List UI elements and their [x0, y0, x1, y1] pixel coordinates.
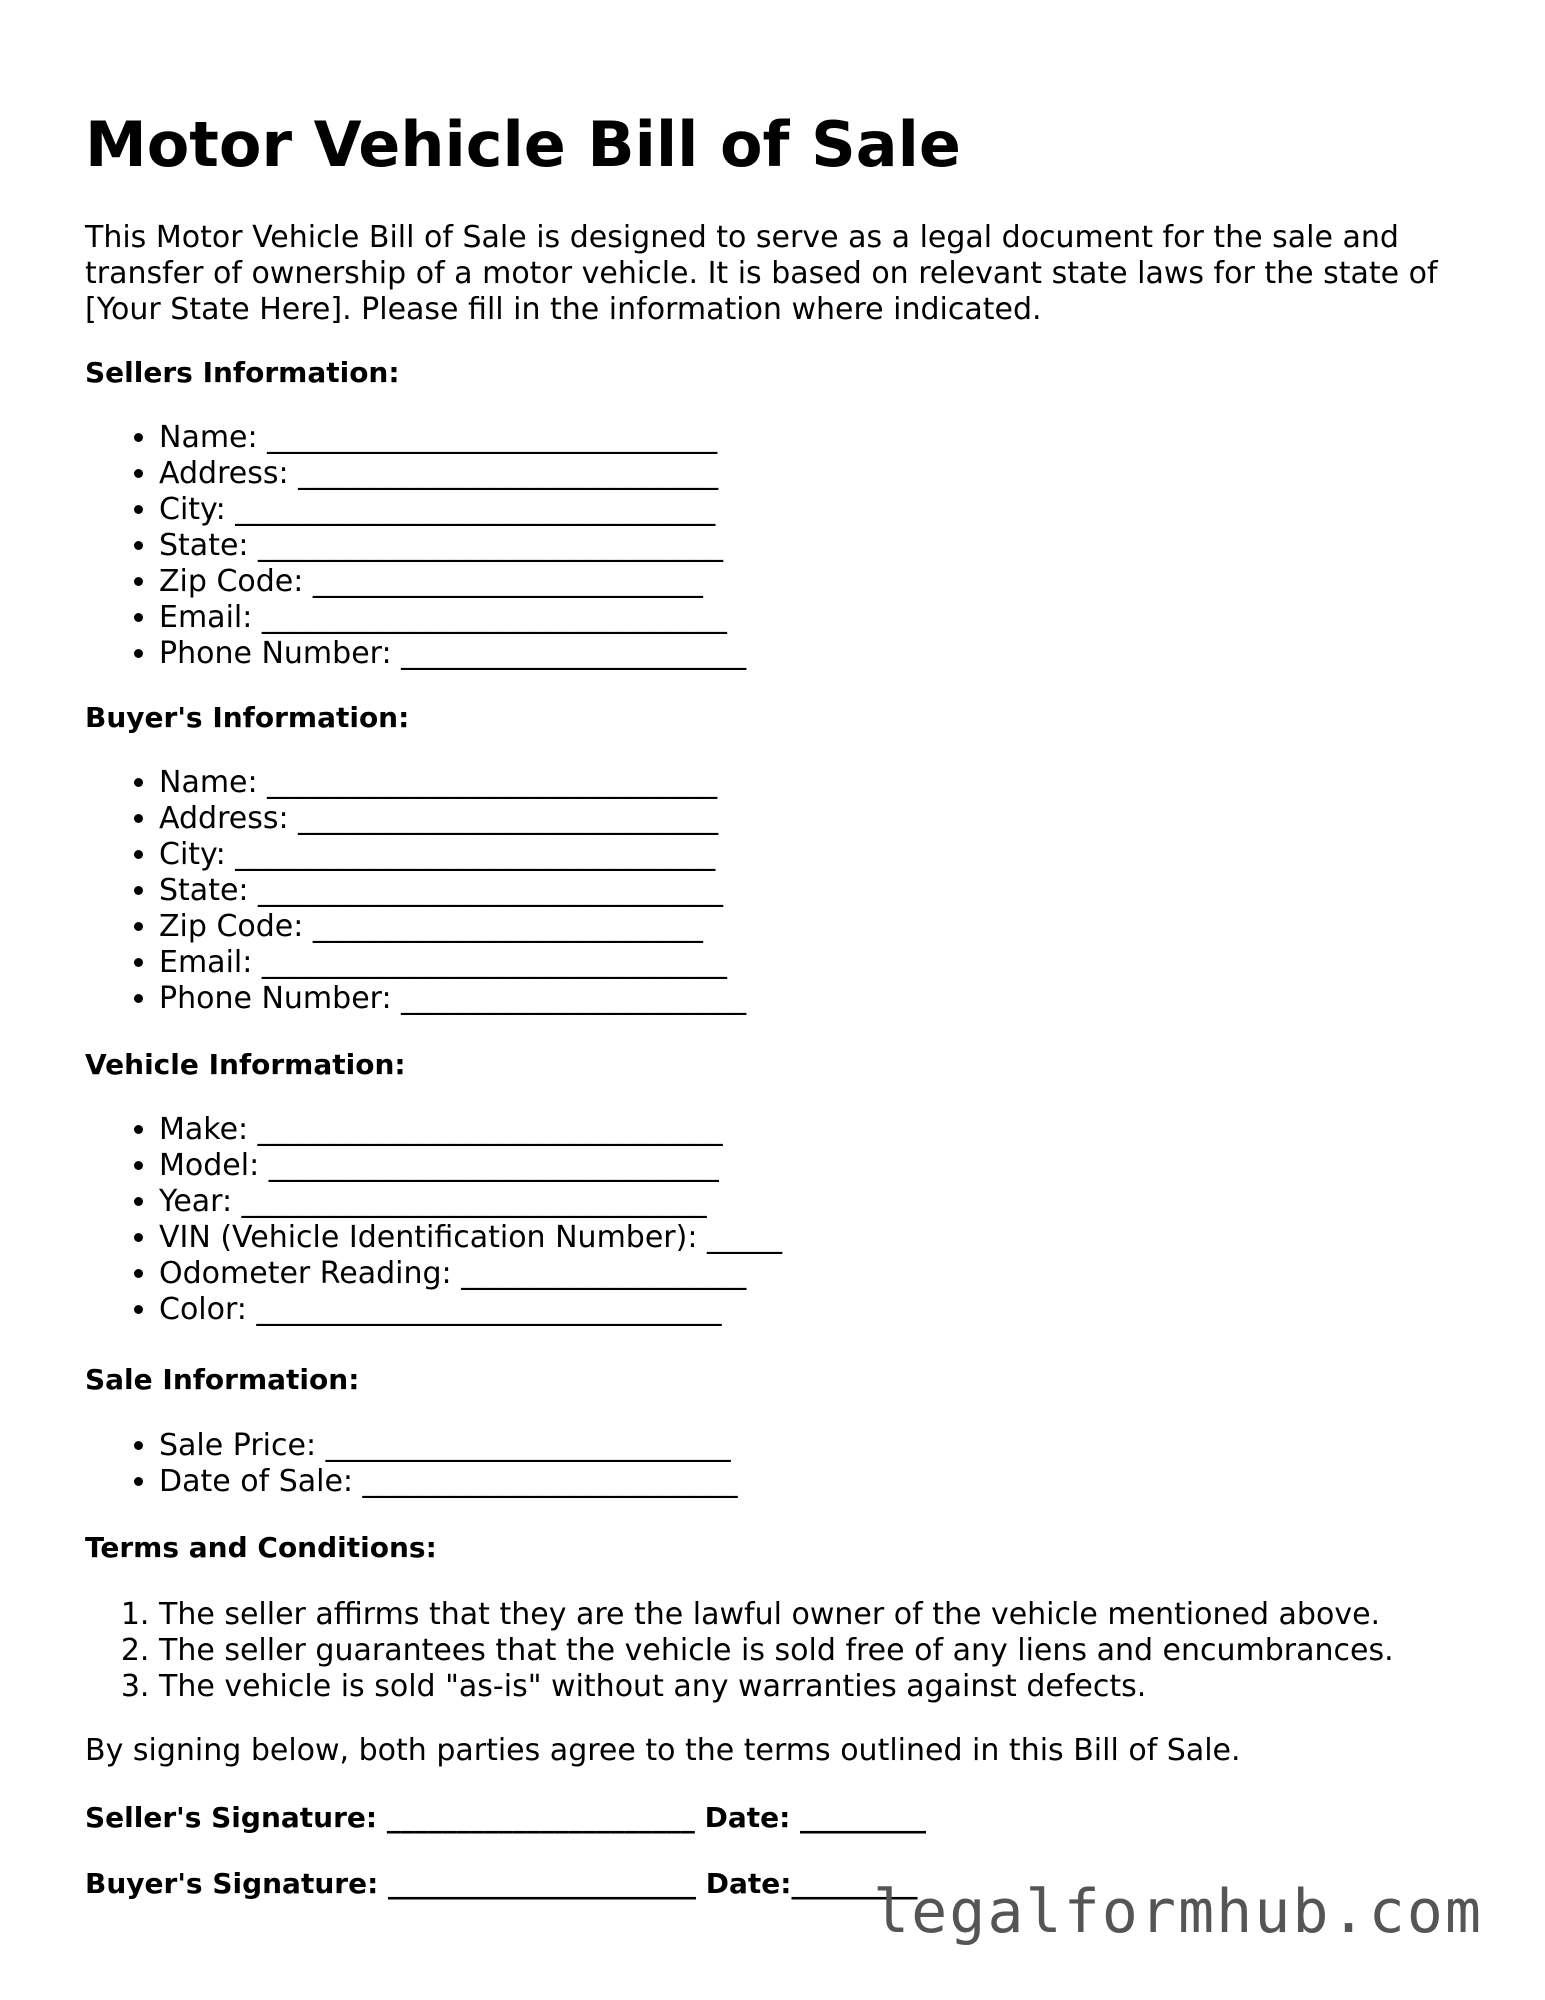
agreement-statement: By signing below, both parties agree to the terms outlined in this Bill of Sale.	[85, 1733, 1241, 1768]
buyer-name-field: • Name: ______________________________	[159, 765, 746, 801]
vehicle-model-field: • Model: ______________________________	[159, 1148, 782, 1184]
term-item: 3. The vehicle is sold "as-is" without any warranties against defects.	[159, 1669, 1394, 1705]
vehicle-year-field: • Year: _______________________________	[159, 1184, 782, 1220]
seller-phone-field: • Phone Number: _______________________	[159, 636, 746, 672]
terms-list	[85, 1597, 1394, 1705]
vehicle-odometer-field: • Odometer Reading: ___________________	[159, 1256, 782, 1292]
buyer-zip-field: • Zip Code: __________________________	[159, 909, 746, 945]
buyer-signature-line: Buyer's Signature: ______________________ Date:_________	[85, 1867, 918, 1900]
vehicle-field-list	[85, 1112, 782, 1328]
seller-state-field: • State: _______________________________	[159, 528, 746, 564]
buyer-address-field: • Address: ____________________________	[159, 801, 746, 837]
buyers-field-list	[85, 765, 746, 1017]
term-item: 2. The seller guarantees that the vehicle is sold free of any liens and encumbrances.	[159, 1633, 1394, 1669]
term-item: 1. The seller affirms that they are the lawful owner of the vehicle mentioned above.	[159, 1597, 1394, 1633]
buyer-state-field: • State: _______________________________	[159, 873, 746, 909]
vehicle-color-field: • Color: _______________________________	[159, 1292, 782, 1328]
vehicle-vin-field: • VIN (Vehicle Identification Number): _____	[159, 1220, 782, 1256]
watermark: legalformhub.com	[873, 1877, 1483, 1947]
sellers-field-list	[85, 420, 746, 672]
seller-address-field: • Address: ____________________________	[159, 456, 746, 492]
sale-heading: Sale Information:	[85, 1363, 360, 1396]
buyer-phone-field: • Phone Number: _______________________	[159, 981, 746, 1017]
terms-heading: Terms and Conditions:	[85, 1531, 437, 1564]
sale-date-field: • Date of Sale: _________________________	[159, 1464, 738, 1500]
sale-field-list	[85, 1428, 738, 1500]
seller-name-field: • Name: ______________________________	[159, 420, 746, 456]
sale-price-field: • Sale Price: ___________________________	[159, 1428, 738, 1464]
seller-signature-line: Seller's Signature: ______________________ Date: _________	[85, 1801, 927, 1834]
sellers-heading: Sellers Information:	[85, 356, 400, 389]
buyers-heading: Buyer's Information:	[85, 701, 410, 734]
buyer-email-field: • Email: _______________________________	[159, 945, 746, 981]
seller-email-field: • Email: _______________________________	[159, 600, 746, 636]
page-title: Motor Vehicle Bill of Sale	[85, 108, 961, 181]
vehicle-heading: Vehicle Information:	[85, 1048, 406, 1081]
buyer-city-field: • City: ________________________________	[159, 837, 746, 873]
seller-zip-field: • Zip Code: __________________________	[159, 564, 746, 600]
seller-city-field: • City: ________________________________	[159, 492, 746, 528]
intro-paragraph: This Motor Vehicle Bill of Sale is designed to serve as a legal document for the sale and transfer of ownership of a motor vehicle. It is based on relevant state laws for the state of [Your State Here]. Please fill in the information where indicated.	[85, 220, 1438, 327]
vehicle-make-field: • Make: _______________________________	[159, 1112, 782, 1148]
